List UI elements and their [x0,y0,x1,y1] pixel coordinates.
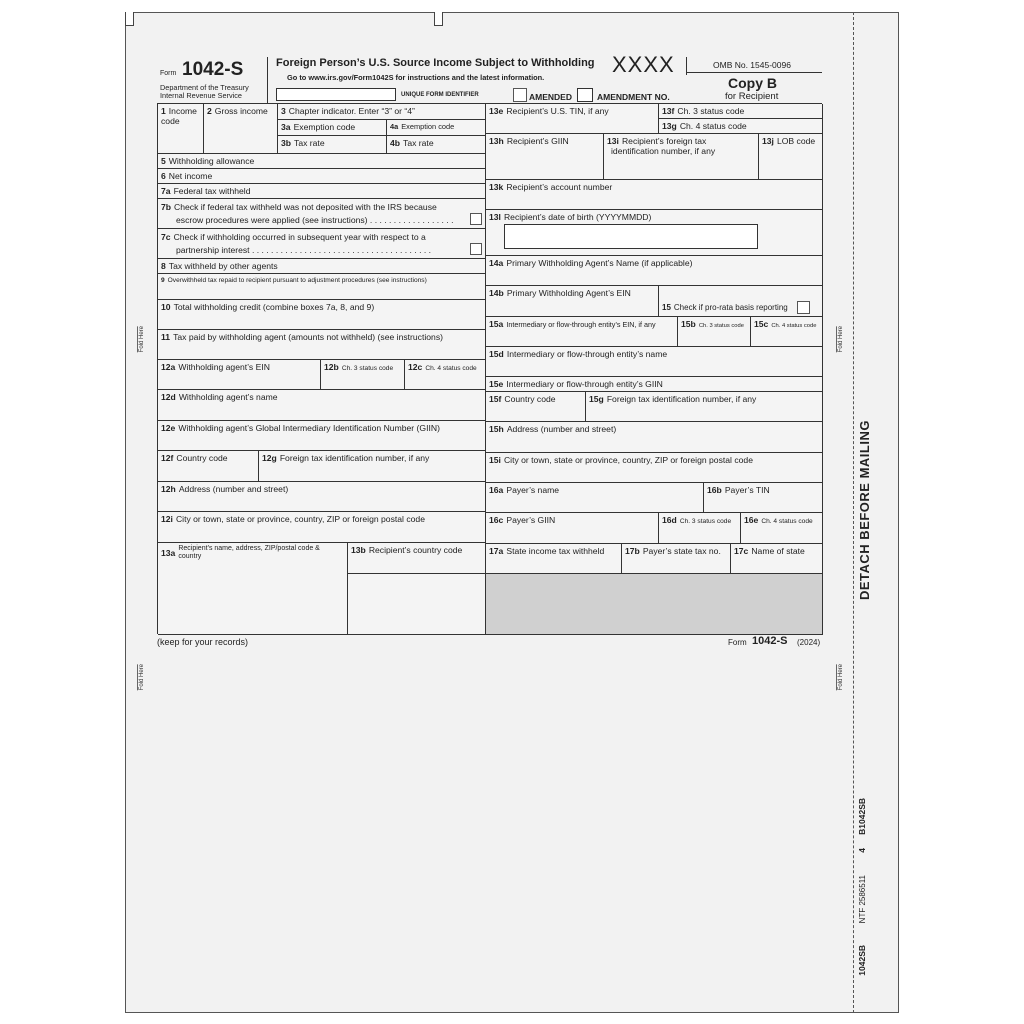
box-15: 15 Check if pro-rata basis reporting [659,286,823,317]
box-12c[interactable]: 12c Ch. 4 status code [405,360,486,390]
box-17b[interactable]: 17b Payer’s state tax no. [622,544,731,574]
box-3[interactable]: 3 Chapter indicator. Enter “3” or “4” [278,104,486,120]
xxxx-mark: XXXX [612,52,675,77]
form-label: Form [160,70,177,77]
box-15h[interactable]: 15h Address (number and street) [486,422,823,453]
box-3b[interactable]: 3b Tax rate [278,136,387,154]
fold-here-mark: Fold Here [139,664,145,691]
box-7b: 7b Check if federal tax withheld was not deposited with the IRS because escrow procedures were applied (see instructions) . . . . . . . . . . . . . . . . . . [158,199,486,229]
box-15d[interactable]: 15d Intermediary or flow-through entity’s name [486,347,823,377]
box-16a[interactable]: 16a Payer’s name [486,483,704,513]
box-2[interactable]: 2 Gross income [204,104,278,154]
header-divider [267,57,268,103]
form-number: 1042-S [182,59,244,80]
box-15g[interactable]: 15g Foreign tax identification number, if any [586,392,823,422]
form-subtitle: Go to www.irs.gov/Form1042S for instructions and the latest information. [287,73,545,82]
box-17a[interactable]: 17a State income tax withheld [486,544,622,574]
dept-line-1: Department of the Treasury [160,83,249,92]
copy-for: for Recipient [725,91,779,102]
fold-here-mark: Fold Here [838,326,844,353]
fold-here-mark: Fold Here [838,664,844,691]
box-13g[interactable]: 13g Ch. 4 status code [659,119,823,134]
product-code-1042sb: 1042SB [857,945,867,976]
box-12b[interactable]: 12b Ch. 3 status code [321,360,405,390]
box-16d[interactable]: 16d Ch. 3 status code [659,513,741,544]
box-13e[interactable]: 13e Recipient’s U.S. TIN, if any [486,104,659,134]
footer-year: (2024) [797,638,821,647]
box-5[interactable]: 5 Withholding allowance [158,154,486,169]
box-4a[interactable]: 4a Exemption code [387,120,486,136]
box-15e[interactable]: 15e Intermediary or flow-through entity’s GIIN [486,377,823,392]
box-13a-continued [348,574,486,635]
box-17c[interactable]: 17c Name of state [731,544,823,574]
box-6[interactable]: 6 Net income [158,169,486,184]
box-12g[interactable]: 12g Foreign tax identification number, if any [259,451,486,482]
box-15f[interactable]: 15f Country code [486,392,586,422]
box-1[interactable]: 1 Income code [158,104,204,154]
copy-label: Copy B [728,75,777,91]
product-code-b1042sb: B1042SB [857,798,867,835]
tractor-tab-center [434,12,443,26]
omb-underline [686,72,822,73]
perforation-line [853,12,854,1013]
box-13i[interactable]: 13i Recipient’s foreign tax identification number, if any [604,134,759,180]
box-14a[interactable]: 14a Primary Withholding Agent’s Name (if applicable) [486,256,823,286]
product-code-number: 4 [857,848,867,853]
box-13f[interactable]: 13f Ch. 3 status code [659,104,823,119]
box-12h[interactable]: 12h Address (number and street) [158,482,486,512]
amended-checkbox[interactable] [513,88,527,102]
box-3a[interactable]: 3a Exemption code [278,120,387,136]
dept-line-2: Internal Revenue Service [160,91,242,100]
box-10[interactable]: 10 Total withholding credit (combine boxes 7a, 8, and 9) [158,300,486,330]
box-15a[interactable]: 15a Intermediary or flow-through entity’s EIN, if any [486,317,678,347]
footer-form-label: Form [728,638,747,647]
footer-form-number: 1042-S [752,635,788,647]
tractor-tab-left [125,12,134,26]
box-15c[interactable]: 15c Ch. 4 status code [751,317,823,347]
amendment-no-label: AMENDMENT NO. [597,92,670,102]
box-13b[interactable]: 13b Recipient’s country code [348,543,486,574]
box-13j[interactable]: 13j LOB code [759,134,823,180]
box-12a[interactable]: 12a Withholding agent’s EIN [158,360,321,390]
box-12d[interactable]: 12d Withholding agent’s name [158,390,486,421]
box-13k[interactable]: 13k Recipient’s account number [486,180,823,210]
box-14b[interactable]: 14b Primary Withholding Agent’s EIN [486,286,659,317]
omb-number: OMB No. 1545-0096 [713,60,791,70]
amendment-no-field[interactable] [577,88,593,102]
amended-label: AMENDED [529,92,572,102]
box-7c: 7c Check if withholding occurred in subsequent year with respect to a partnership interest . . . . . . . . . . . . . . . . . . . . . . . . . . . . . . . . . . . . . . [158,229,486,259]
box-16e[interactable]: 16e Ch. 4 status code [741,513,823,544]
ntf-number: NTF 2586511 [858,875,867,924]
box-15i[interactable]: 15i City or town, state or province, country, ZIP or foreign postal code [486,453,823,483]
box-4b[interactable]: 4b Tax rate [387,136,486,154]
box-8[interactable]: 8 Tax withheld by other agents [158,259,486,274]
box-11[interactable]: 11 Tax paid by withholding agent (amounts not withheld) (see instructions) [158,330,486,360]
unique-form-identifier-field[interactable] [276,88,396,101]
form-grid [157,103,822,634]
box-12i[interactable]: 12i City or town, state or province, country, ZIP or foreign postal code [158,512,486,543]
box-7b-checkbox[interactable] [470,213,482,225]
box-12f[interactable]: 12f Country code [158,451,259,482]
box-15b[interactable]: 15b Ch. 3 status code [678,317,751,347]
box-13l[interactable]: 13l Recipient’s date of birth (YYYYMMDD) [486,210,823,256]
box-16b[interactable]: 16b Payer’s TIN [704,483,823,513]
box-9[interactable]: 9 Overwithheld tax repaid to recipient pursuant to adjustment procedures (see instructions) [158,274,486,300]
date-of-birth-field[interactable] [504,224,758,249]
box-7a[interactable]: 7a Federal tax withheld [158,184,486,199]
box-13a[interactable]: 13a Recipient’s name, address, ZIP/postal code & country [158,543,348,635]
detach-before-mailing: DETACH BEFORE MAILING [857,420,872,600]
box-13h[interactable]: 13h Recipient’s GIIN [486,134,604,180]
shaded-area [486,574,823,635]
box-16c[interactable]: 16c Payer’s GIIN [486,513,659,544]
form-title: Foreign Person’s U.S. Source Income Subject to Withholding [276,57,595,69]
box-12e[interactable]: 12e Withholding agent’s Global Intermediary Identification Number (GIIN) [158,421,486,451]
keep-for-records: (keep for your records) [157,637,249,647]
fold-here-mark: Fold Here [139,326,145,353]
box-7c-checkbox[interactable] [470,243,482,255]
unique-form-identifier-label: UNIQUE FORM IDENTIFIER [401,92,479,98]
box-15-checkbox[interactable] [797,301,810,314]
